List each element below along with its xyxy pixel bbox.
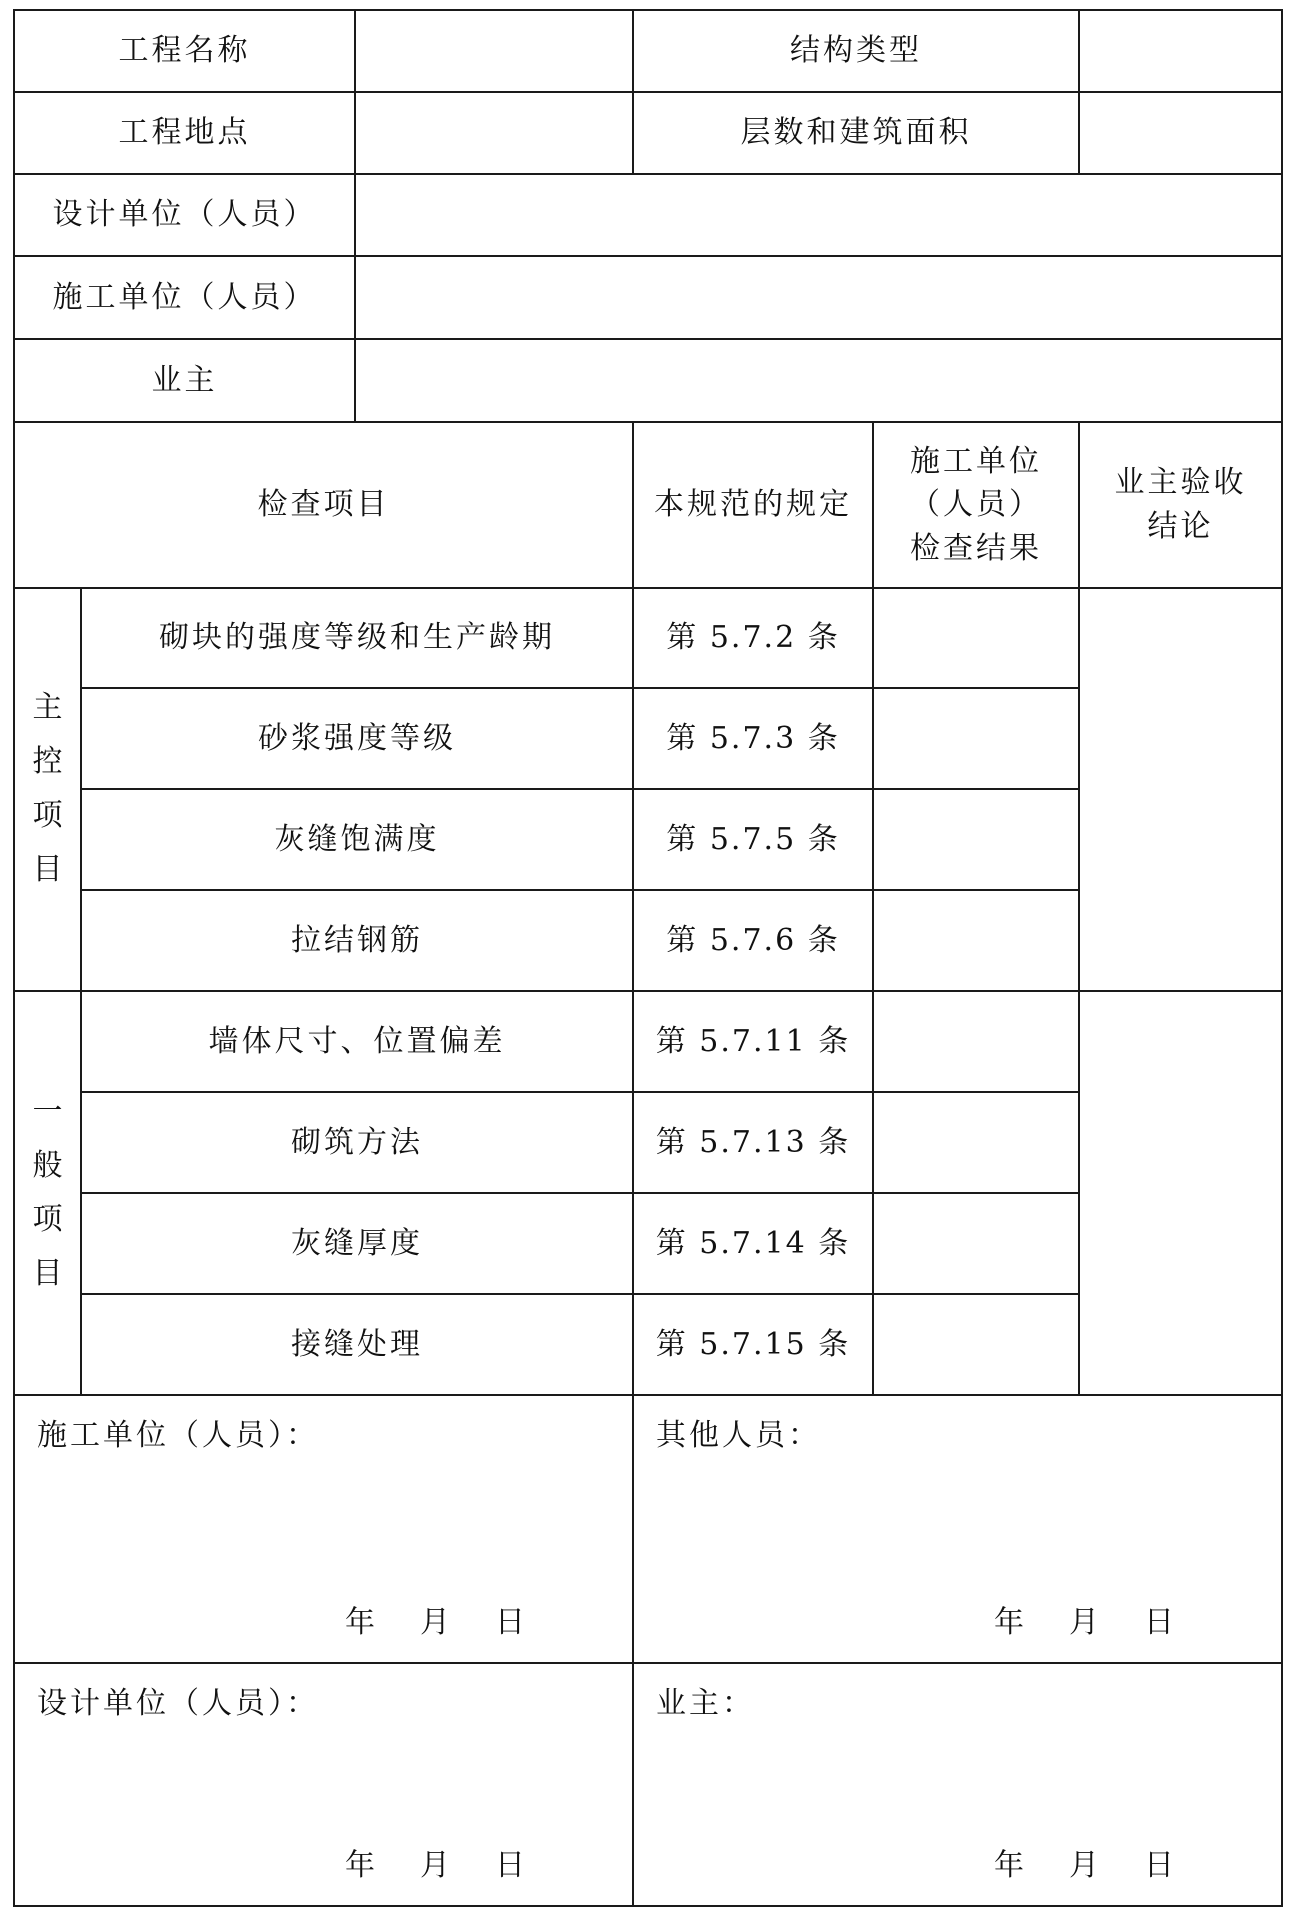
construction-unit-value[interactable]	[355, 256, 1282, 339]
main-control-label-text: 主控项目	[32, 690, 63, 888]
inspection-item-clause: 第 5.7.6 条	[633, 890, 873, 991]
date-month: 月	[1069, 1847, 1100, 1883]
date-month: 月	[420, 1847, 451, 1883]
design-signature-label: 设计单位（人员）：	[37, 1686, 319, 1722]
owner-signature-date	[994, 1844, 1175, 1888]
main-control-conclusion-cell[interactable]	[1079, 588, 1282, 991]
date-day: 日	[495, 1604, 526, 1640]
inspection-result-cell[interactable]	[873, 688, 1079, 789]
conclusion-header-line1: 业主验收	[1114, 465, 1247, 501]
design-unit-value[interactable]	[355, 174, 1282, 257]
conclusion-header-line2: 结论	[1147, 508, 1214, 544]
design-signature-date	[345, 1844, 526, 1888]
project-name-label: 工程名称	[14, 10, 355, 92]
construction-signature-label: 施工单位（人员）：	[37, 1417, 319, 1453]
inspection-result-cell[interactable]	[873, 1193, 1079, 1294]
date-month: 月	[1069, 1604, 1100, 1640]
design-unit-label: 设计单位（人员）	[14, 174, 355, 257]
inspection-result-cell[interactable]	[873, 991, 1079, 1092]
conclusion-header	[1079, 422, 1282, 588]
owner-signature-label: 业主：	[656, 1686, 755, 1722]
date-year: 年	[345, 1847, 376, 1883]
result-header-line3: 检查结果	[910, 530, 1042, 566]
result-header	[873, 422, 1079, 588]
date-year: 年	[994, 1847, 1025, 1883]
inspection-result-cell[interactable]	[873, 588, 1079, 688]
inspection-result-cell[interactable]	[873, 1294, 1079, 1395]
inspection-item-name: 墙体尺寸、位置偏差	[81, 991, 633, 1092]
others-signature-label: 其他人员：	[656, 1417, 821, 1453]
main-control-group-label	[14, 588, 81, 991]
floors-area-value[interactable]	[1079, 92, 1282, 174]
inspection-item-clause: 第 5.7.2 条	[633, 588, 873, 688]
spec-header: 本规范的规定	[633, 422, 873, 588]
inspection-item-name: 灰缝厚度	[81, 1193, 633, 1294]
construction-unit-label: 施工单位（人员）	[14, 256, 355, 339]
date-year: 年	[345, 1604, 376, 1640]
date-day: 日	[1144, 1847, 1175, 1883]
owner-label: 业主	[14, 339, 355, 422]
project-location-label: 工程地点	[14, 92, 355, 174]
inspection-item-clause: 第 5.7.5 条	[633, 789, 873, 890]
floors-area-label: 层数和建筑面积	[633, 92, 1079, 174]
inspection-item-name: 砌筑方法	[81, 1092, 633, 1193]
inspection-item-clause: 第 5.7.14 条	[633, 1193, 873, 1294]
design-signature-cell[interactable]	[14, 1663, 633, 1906]
general-group-label	[14, 991, 81, 1395]
inspection-item-header: 检查项目	[14, 422, 633, 588]
owner-value[interactable]	[355, 339, 1282, 422]
date-year: 年	[994, 1604, 1025, 1640]
inspection-item-name: 拉结钢筋	[81, 890, 633, 991]
general-conclusion-cell[interactable]	[1079, 991, 1282, 1395]
inspection-item-name: 灰缝饱满度	[81, 789, 633, 890]
inspection-item-clause: 第 5.7.13 条	[633, 1092, 873, 1193]
construction-signature-cell[interactable]	[14, 1395, 633, 1664]
others-signature-date	[994, 1601, 1175, 1645]
result-header-line2: （人员）	[910, 487, 1042, 523]
inspection-result-cell[interactable]	[873, 789, 1079, 890]
others-signature-cell[interactable]	[633, 1395, 1282, 1664]
inspection-result-cell[interactable]	[873, 1092, 1079, 1193]
inspection-form-table	[13, 9, 1283, 1907]
inspection-item-clause: 第 5.7.3 条	[633, 688, 873, 789]
date-month: 月	[420, 1604, 451, 1640]
inspection-item-clause: 第 5.7.11 条	[633, 991, 873, 1092]
structure-type-label: 结构类型	[633, 10, 1079, 92]
inspection-result-cell[interactable]	[873, 890, 1079, 991]
project-location-value[interactable]	[355, 92, 633, 174]
general-label-text: 一般项目	[32, 1093, 63, 1291]
result-header-line1: 施工单位	[910, 443, 1042, 479]
inspection-item-clause: 第 5.7.15 条	[633, 1294, 873, 1395]
inspection-item-name: 接缝处理	[81, 1294, 633, 1395]
inspection-item-name: 砂浆强度等级	[81, 688, 633, 789]
project-name-value[interactable]	[355, 10, 633, 92]
owner-signature-cell[interactable]	[633, 1663, 1282, 1906]
inspection-item-name: 砌块的强度等级和生产龄期	[81, 588, 633, 688]
date-day: 日	[495, 1847, 526, 1883]
date-day: 日	[1144, 1604, 1175, 1640]
structure-type-value[interactable]	[1079, 10, 1282, 92]
construction-signature-date	[345, 1601, 526, 1645]
